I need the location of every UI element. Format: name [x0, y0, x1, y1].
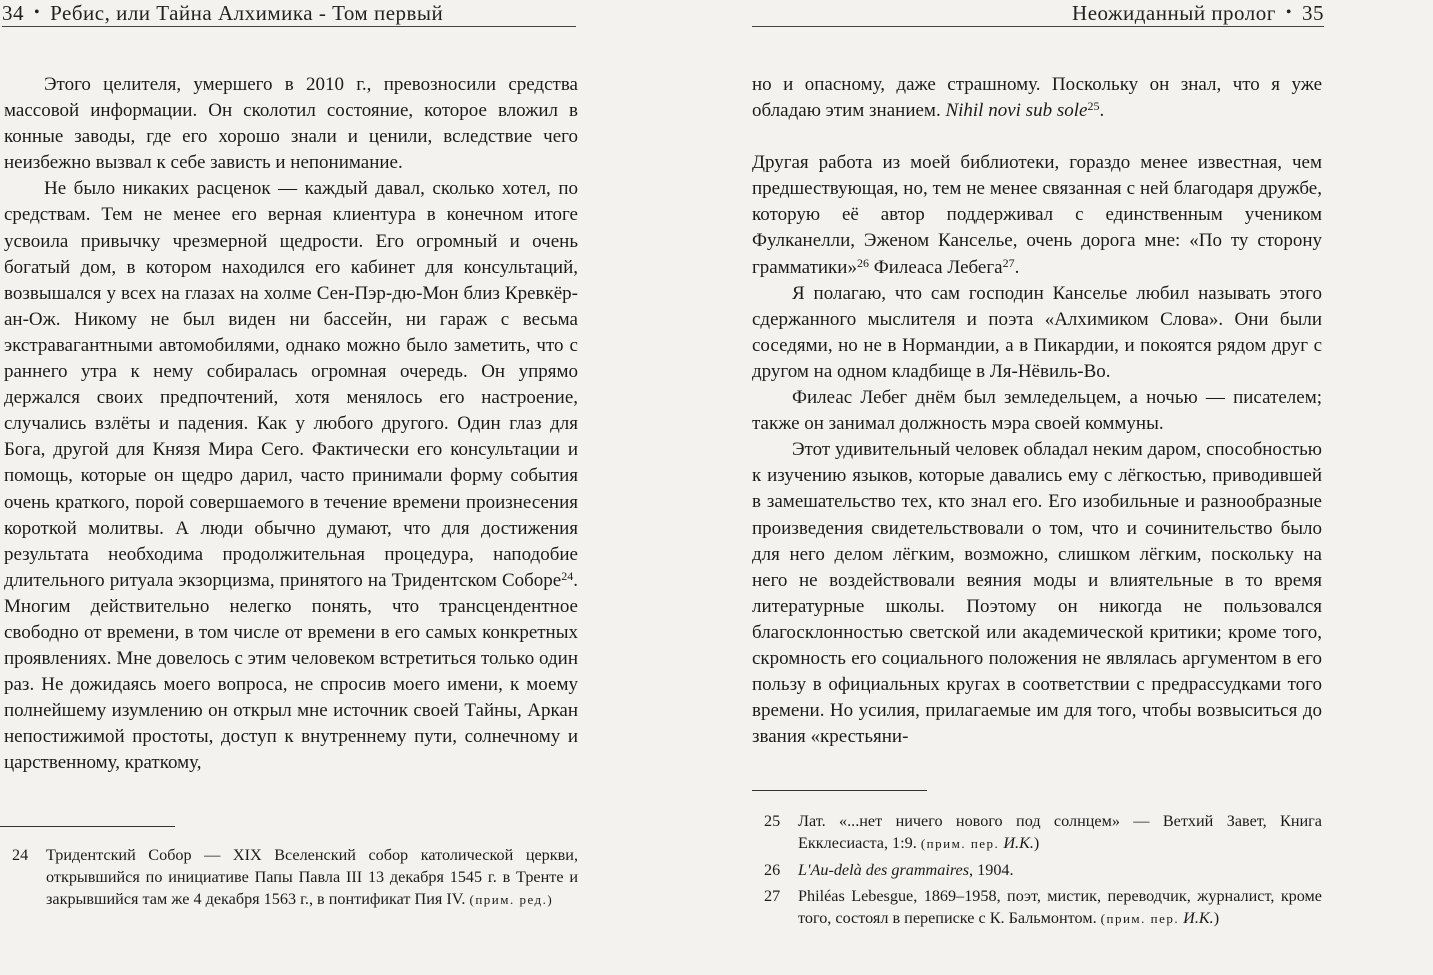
book-title: Ребис, или Тайна Алхимика - Том первый: [50, 0, 444, 25]
paragraph-text: Не было никаких расценок — каждый давал, сколько хотел, по средствам. Тем не менее его верная клиентура в конечном итоге усвоила привычку чрезмерной щедрости. Его огромный и очень богатый дом, в котором находился его кабинет для консультаций, возвышался у всех на глазах на холме Сен-Пэр-дю-Мон близ Кревкёр-ан-Ож. Никому не был виден ни бассейн, ни гараж с весьма экстравагантными автомобилями, однако можно было заметить, что с раннего утра к нему собиралась огромная очередь. Он упрямо держался своих предпочтений, хотя менялось его настроение, случались взлёты и падения. Как у любого другого. Один глаз для Бога, другой для Князя Мира Сего. Фактически его консультации и помощь, которые он щедро дарил, часто принимали форму события очень краткого, порой совершаемого в течение времени произнесения короткой молитвы. А люди обычно думают, что для достижения результата необходима продолжительная процедура, наподобие длительного ритуала экзорцизма, принятого на Тридентском Соборе: [4, 178, 578, 591]
paragraph: Филеас Лебег днём был земледельцем, а ночью — писателем; также он занимал должность мэра своей коммуны.: [752, 387, 1322, 435]
left-running-header: [2, 0, 576, 27]
paragraph-text: Многим действительно нелегко понять, что трансцендентное свободно от времени, в том числе от времени в его самых конкретных проявлениях. Мне довелось с этим человеком встретиться только один раз. Не дожидаясь моего вопроса, не спросив моего имени, к моему полнейшему изумлению он открыл мне источник своей Тайны, Аркан непостижимой простоты, доступ к внутреннему пути, солнечному и царственному, краткому,: [4, 595, 578, 774]
footnote-26: [764, 859, 1322, 881]
footnote-ref[interactable]: 25: [1087, 99, 1100, 114]
right-body-text: [752, 72, 1322, 750]
footnote-ref[interactable]: 24: [561, 568, 574, 583]
paragraph-text: Другая работа из моей библиотеки, гораздо менее известная, чем предшествующая, но, тем не менее связанная с ней благодаря дружбе, которую её автор поддерживал с единственным учеником Фулканелли, Эженом Канселье, очень дорога мне: «По ту сторону грамматики»: [752, 152, 1322, 278]
paragraph: Другая работа из моей библиотеки, гораздо менее известная, чем предшествующая, но, тем не менее связанная с ней благодаря дружбе, которую её автор поддерживал с единственным учеником Фулканелли, Эженом Канселье, очень дорога мне: «По ту сторону грамматики»$^{26}$ Филеаса Лебега$^{27}$.: [752, 152, 1322, 278]
right-page: [752, 0, 1324, 975]
footnote-ref[interactable]: 27: [1002, 255, 1015, 270]
paragraph: Я полагаю, что сам господин Канселье любил называть этого сдержанного мыслителя и поэта «Алхимиком Слова». Они были соседями, но не в Нормандии, а в Пикардии, и покоятся рядом друг с другом на одном кладбище в Ля-Нёвиль-Во.: [752, 282, 1322, 382]
footnote-tag: (прим. ред.): [469, 892, 554, 907]
footnote-number: 24: [12, 846, 29, 864]
paragraph: Этот удивительный человек обладал неким даром, способностью к изучению языков, которые давались ему с лёгкостью, приводившей в замешательство тех, кто знал его. Его изобильные и разнообразные произведения свидетельствовали о том, что и сочинительство было для него делом лёгким, возможно, слишком лёгким, поскольку на него не воздействовали веяния моды и влиятельные в то время литературные школы. Поэтому он никогда не пользовался благосклонностью светской или академической критики; кроме того, скромность его социального положения не являлась аргументом в его пользу в официальных кругах в соответствии с предрассудками того времени. Но усилия, прилагаемые им для того, чтобы возвыситься до звания «крестьяни-: [752, 439, 1322, 748]
footnote-text: L'Au-delà des grammaires, 1904.: [798, 861, 1014, 879]
paragraph-text: но и опасному, даже страшному. Поскольку он знал, что я уже обладаю этим знанием.: [752, 74, 1322, 122]
page-number-right: 35: [1302, 0, 1324, 25]
footnote-divider: [752, 790, 927, 791]
chapter-title: Неожиданный пролог: [1072, 0, 1276, 25]
footnote-27: [764, 885, 1322, 930]
footnote-number: 26: [764, 861, 781, 879]
latin-phrase: Nihil novi sub sole: [945, 100, 1088, 122]
footnote-25: [764, 810, 1322, 855]
right-footnotes: [764, 810, 1322, 934]
footnote-number: 25: [764, 812, 781, 830]
page-number-left: 34: [2, 0, 24, 25]
footnote-24: [12, 844, 578, 911]
footnote-text: Лат. «...нет ничего нового под солнцем» — Ветхий Завет, Книга Екклесиаста, 1:9. (прим. пер. И.К.): [798, 812, 1322, 852]
footnote-text: Тридентский Собор — XIX Вселенский собор католической церкви, открывшийся по инициативе Папы Павла III 13 декабря 1545 г. в Тренте и закрывшийся там же 4 декабря 1563 г., в понтификат Пия IV. (прим. ред.): [46, 846, 578, 908]
paragraph: Этого целителя, умершего в 2010 г., превозносили средства массовой информации. Он сколотил состояние, которое вложил в конные заводы, где его хорошо знали и ценили, вследствие чего неизбежно вызвал к себе зависть и непонимание.: [4, 74, 578, 174]
footnote-ref[interactable]: 26: [856, 255, 869, 270]
header-separator: •: [34, 4, 41, 21]
left-page: [0, 0, 600, 975]
left-body-text: [4, 72, 578, 777]
paragraph: но и опасному, даже страшному. Поскольку он знал, что я уже обладаю этим знанием. Nihil novi sub sole$^{25}$.: [752, 74, 1322, 122]
header-separator: •: [1285, 4, 1292, 21]
left-footnotes: [12, 844, 578, 915]
right-running-header: [752, 0, 1324, 27]
footnote-number: 27: [764, 887, 781, 905]
paragraph: Не было никаких расценок — каждый давал, сколько хотел, по средствам. Тем не менее его верная клиентура в конечном итоге усвоила привычку чрезмерной щедрости. Его огромный и очень богатый дом, в котором находился его кабинет для консультаций, возвышался у всех на глазах на холме Сен-Пэр-дю-Мон близ Кревкёр-ан-Ож. Никому не был виден ни бассейн, ни гараж с весьма экстравагантными автомобилями, однако можно было заметить, что с раннего утра к нему собиралась огромная очередь. Он упрямо держался своих предпочтений, хотя менялось его настроение, случались взлёты и падения. Как у любого другого. Один глаз для Бога, другой для Князя Мира Сего. Фактически его консультации и помощь, которые он щедро дарил, часто принимали форму события очень краткого, порой совершаемого в течение времени произнесения короткой молитвы. А люди обычно думают, что для достижения результата необходима продолжительная процедура, наподобие длительного ритуала экзорцизма, принятого на Тридентском Соборе$^{24}$. Многим действительно нелегко понять, что трансцендентное свободно от времени, в том числе от времени в его самых конкретных проявлениях. Мне довелось с этим человеком встретиться только один раз. Не дожидаясь моего вопроса, не спросив моего имени, к моему полнейшему изумлению он открыл мне источник своей Тайны, Аркан непостижимой простоты, доступ к внутреннему пути, солнечному и царственному, краткому,: [4, 178, 578, 774]
footnote-divider: [0, 826, 175, 827]
footnote-text: Philéas Lebesgue, 1869–1958, поэт, мистик, переводчик, журналист, кроме того, состоял в переписке с К. Бальмонтом. (прим. пер. И.К.): [798, 887, 1322, 927]
